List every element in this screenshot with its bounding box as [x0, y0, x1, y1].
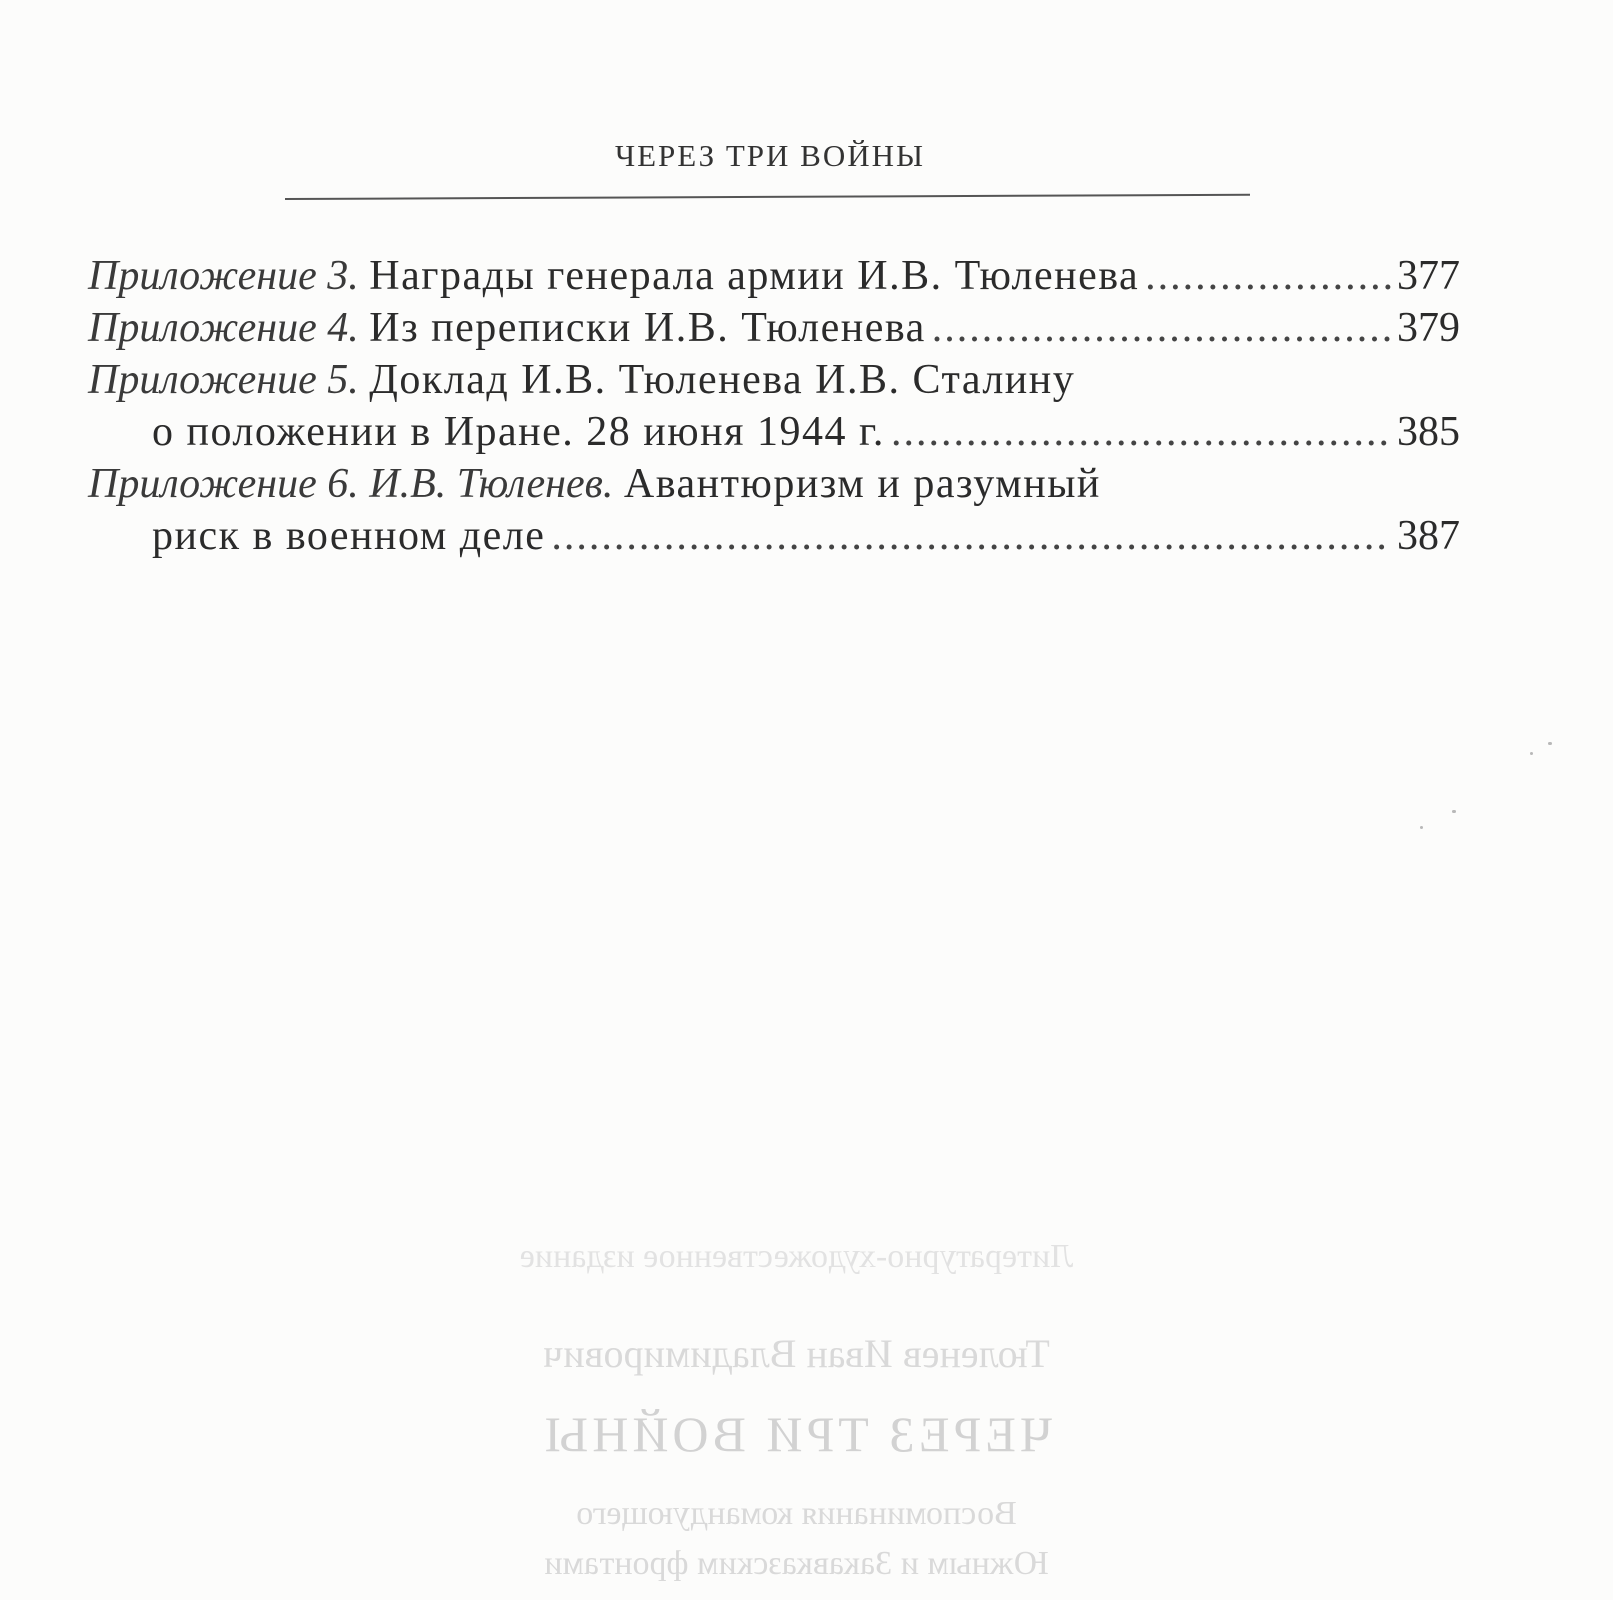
- paper-speck: [1530, 752, 1533, 755]
- toc-line: [88, 354, 1460, 406]
- paper-speck: [1420, 826, 1423, 829]
- leader-dots: [551, 510, 1391, 562]
- header-rule: [285, 194, 1250, 200]
- toc-entry-appendix-3: [88, 250, 1460, 302]
- toc-line-continuation: [88, 406, 1460, 458]
- toc-line: [88, 458, 1460, 510]
- page-number: 377: [1397, 253, 1460, 299]
- show-through-text: Тюленев Иван Владимирович: [543, 1331, 1050, 1376]
- show-through-text: ЧЕРЕЗ ТРИ ВОЙНЫ: [540, 1406, 1053, 1462]
- toc-line-continuation: [88, 510, 1460, 562]
- entry-title: Из переписки И.В. Тюленева: [369, 305, 926, 351]
- appendix-label: Приложение 5.: [88, 357, 359, 403]
- entry-title-continuation: о положении в Иране. 28 июня 1944 г.: [152, 409, 885, 455]
- table-of-contents: [88, 250, 1460, 562]
- show-through-text: Литературно-художественное издание: [519, 1238, 1074, 1275]
- paper-speck: [1452, 810, 1456, 813]
- toc-line: [88, 302, 1460, 354]
- toc-entry-appendix-6: [88, 458, 1460, 562]
- appendix-label: Приложение 6.: [88, 461, 359, 507]
- toc-entry-appendix-4: [88, 302, 1460, 354]
- toc-entry-appendix-5: [88, 354, 1460, 458]
- entry-author: И.В. Тюленев.: [369, 461, 614, 507]
- toc-line: [88, 250, 1460, 302]
- leader-dots: [932, 302, 1391, 354]
- leader-dots: [891, 406, 1391, 458]
- entry-title: Авантюризм и разумный: [623, 461, 1101, 507]
- entry-title: Награды генерала армии И.В. Тюленева: [369, 253, 1140, 299]
- appendix-label: Приложение 4.: [88, 305, 359, 351]
- leader-dots: [1145, 250, 1391, 302]
- page-number: 387: [1397, 513, 1460, 559]
- paper-speck: [1548, 742, 1552, 745]
- appendix-label: Приложение 3.: [88, 253, 359, 299]
- running-head: ЧЕРЕЗ ТРИ ВОЙНЫ: [614, 138, 926, 173]
- show-through-text: Воспоминания командующего: [576, 1495, 1017, 1532]
- entry-title-continuation: риск в военном деле: [152, 513, 546, 559]
- page-number: 385: [1397, 409, 1460, 455]
- entry-title: Доклад И.В. Тюленева И.В. Сталину: [369, 357, 1076, 403]
- show-through-text: Южным и Закавказским фронтами: [544, 1545, 1049, 1582]
- page-number: 379: [1397, 305, 1460, 351]
